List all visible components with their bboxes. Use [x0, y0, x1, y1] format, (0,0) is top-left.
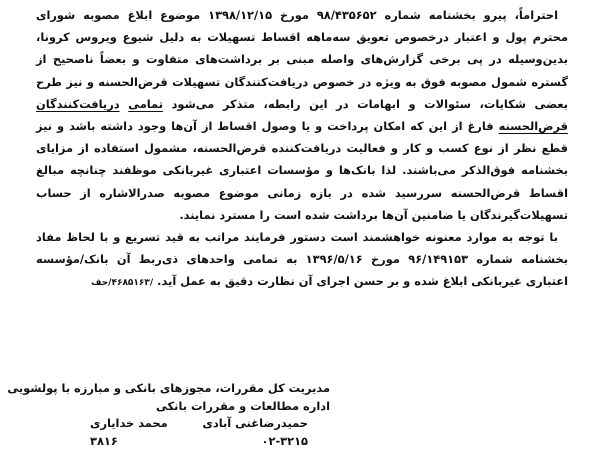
- signature-block: [7, 380, 330, 450]
- paragraph-1-intro: احتراماً، پیرو بخشنامه شماره ۹۸/۴۳۵۶۵۲ مورخ ۱۳۹۸/۱۲/۱۵ موضوع ابلاغ مصوبه شورای محترم پول و اعتبار درخصوص تعویق سه‌ماهه اقساط تسهیلات به دلیل شیوع ویروس کرونا، بدین‌وسیله در پی برخی گزارش‌های واصله مبنی بر برداشت‌های متفاوت و بعضاً ناصحیح از گستره شمول مصوبه فوق به ویژه در خصوص دریافت‌کنندگان تسهیلات قرض‌الحسنه و نیز طرح بعضی شکایات، سئوالات و ابهامات در این رابطه، متذکر می‌شود: [36, 8, 569, 111]
- office-title: اداره مطالعات و مقررات بانکی: [156, 398, 330, 413]
- signatory-names: [90, 415, 308, 433]
- signatory-name-1: حمیدرضاغنی آبادی: [202, 416, 308, 430]
- letter-body: [36, 4, 568, 295]
- paragraph-2-text: با توجه به موارد معنونه خواهشمند است دستور فرمایند مراتب به قید تسریع و با لحاظ مفاد بخشنامه شماره ۹۶/۱۴۹۱۵۳ مورخ ۱۳۹۶/۵/۱۶ به تمامی واحدهای ذی‌ربط آن بانک/مؤسسه اعتباری غیربانکی ابلاغ شده و بر حسن اجرای آن نظارت دقیق به عمل آید.: [36, 230, 569, 289]
- paragraph-1: [36, 4, 568, 226]
- paragraph-2: [36, 226, 568, 295]
- signatory-phone-2: ۳۸۱۶: [90, 433, 118, 448]
- reference-code: /۴۶۸۵۱۶۳/حف: [90, 278, 154, 289]
- emphasis-loan-recipients: دریافت‌کنندگان قرض‌الحسنه: [36, 96, 568, 134]
- paragraph-1-rest: فارغ از این که امکان پرداخت و یا وصول اقساط از آن‌ها وجود داشته باشد و نیز قطع نظر از نوع کسب و کار و فعالیت دریافت‌کننده قرض‌الحسنه، مشمول استفاده از مزایای بخشنامه فوق‌الذکر می‌باشند. لذا بانک‌ها و مؤسسات اعتباری غیربانکی موظفند چنانچه مبالغ اقساط قرض‌الحسنه سررسید شده در بازه زمانی موضوع مصوبه صدرالاشاره از حساب تسهیلات‌گیرندگان یا ضامنین آن‌ها برداشت شده است را مسترد نمایند.: [36, 119, 568, 222]
- signatory-phone-1: ۰۲-۳۲۱۵: [261, 433, 308, 448]
- emphasis-all: تمامی: [128, 96, 163, 111]
- department-title: مدیریت کل مقررات، مجوزهای بانکی و مبارزه با پولشویی: [7, 381, 330, 395]
- signatory-name-2: محمد خدایاری: [90, 416, 168, 430]
- signatory-phones: [90, 433, 308, 451]
